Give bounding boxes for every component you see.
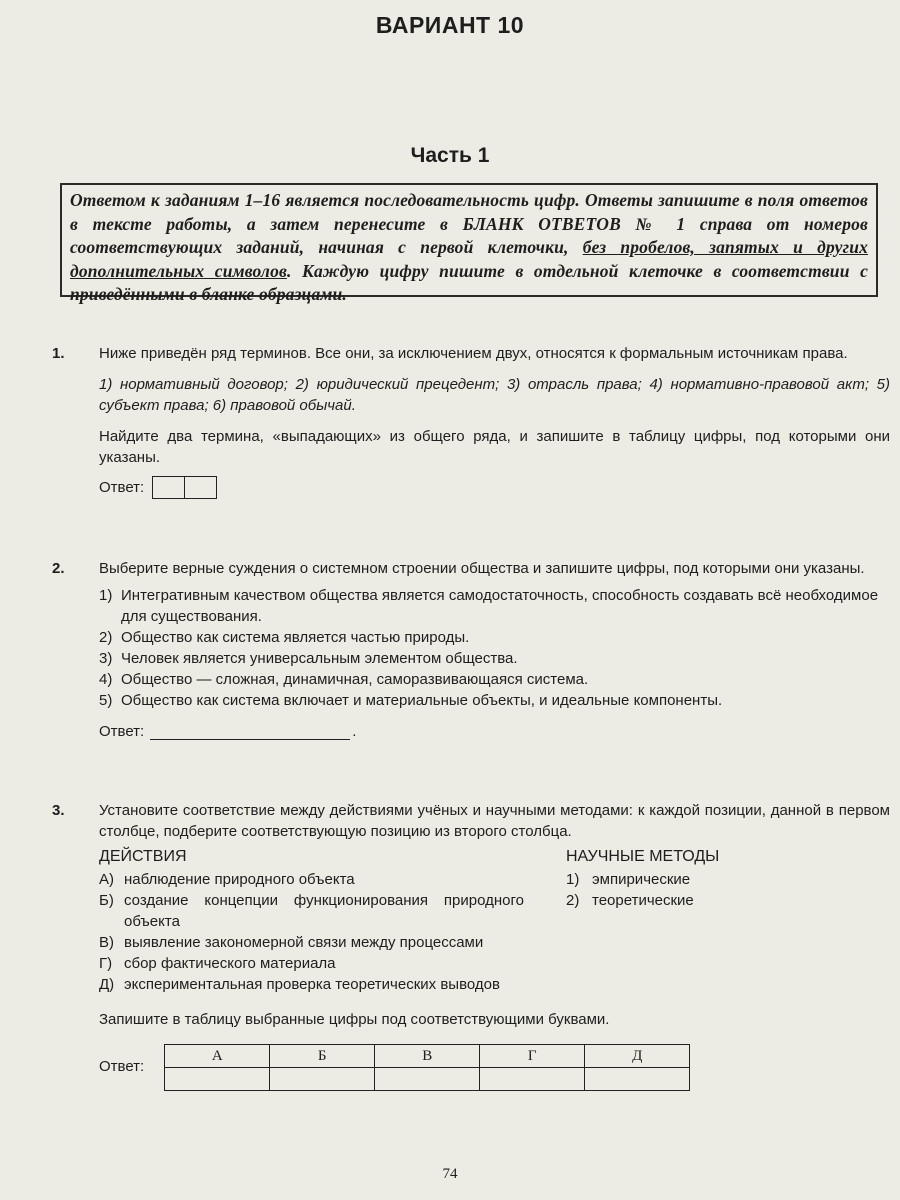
answer-cell[interactable]	[165, 1068, 270, 1091]
action-item: А) наблюдение природного объекта	[99, 871, 355, 888]
answer-cell[interactable]	[184, 477, 216, 498]
answer-row	[99, 721, 890, 742]
matching-columns	[99, 846, 890, 995]
action-item: Г) сбор фактического материала	[99, 955, 336, 972]
answer-cells	[152, 476, 217, 499]
part-title: Часть 1	[410, 144, 490, 167]
answer-cell[interactable]	[375, 1068, 480, 1091]
task-prompt: Найдите два термина, «выпадающих» из общего ряда, и запишите в таблицу цифры, под которыми они указаны.	[99, 428, 890, 466]
answer-label: Ответ:	[99, 479, 145, 496]
table-header-v: В	[375, 1045, 480, 1068]
method-item: 2) теоретические	[566, 892, 694, 909]
answer-cell[interactable]	[585, 1068, 690, 1091]
page-number: 74	[442, 1166, 458, 1182]
answer-line-field[interactable]	[150, 723, 350, 740]
action-item: Б) создание концепции функционирования природного объекта	[99, 892, 524, 930]
task-text: Выберите верные суждения о системном строении общества и запишите цифры, под которыми они указаны.	[99, 560, 865, 577]
answer-row	[99, 476, 890, 499]
answer-end: .	[352, 723, 357, 740]
answer-cell[interactable]	[480, 1068, 585, 1091]
task-text: Ниже приведён ряд терминов. Все они, за исключением двух, относятся к формальным источникам права.	[99, 345, 848, 362]
task-number: 2.	[52, 560, 65, 577]
method-item: 1) эмпирические	[566, 871, 691, 888]
variant-title: ВАРИАНТ 10	[375, 12, 525, 38]
option-item: 1) Интегративным качеством общества является самодостаточность, способность создавать всё необходимое для существования.	[99, 587, 879, 625]
task-prompt: Запишите в таблицу выбранные цифры под соответствующими буквами.	[99, 1011, 610, 1028]
answer-label: Ответ:	[99, 723, 145, 740]
answer-label: Ответ:	[99, 1058, 145, 1075]
answer-row	[52, 1044, 890, 1091]
task-text: Установите соответствие между действиями учёных и научными методами: к каждой позиции, данной в первом столбце, подберите соответствующую позицию из второго столбца.	[99, 802, 890, 840]
instructions-text-3: . Каждую цифру пишите в отдельной клеточке в соответствии с приведёнными в бланке образцами.	[70, 260, 868, 304]
option-item: 5) Общество как система включает и материальные объекты, и идеальные компоненты.	[99, 692, 723, 709]
methods-column	[566, 846, 719, 995]
instructions-text-1: Ответом к заданиям 1–16 является последовательность цифр. Ответы запишите в поля ответов в тексте работы, а затем перенесите в БЛАНК ОТВЕТОВ № 1 справа от номеров соответствующих заданий, начиная с первой клеточки,	[70, 190, 868, 257]
table-header-d: Д	[585, 1045, 690, 1068]
task-terms: 1) нормативный договор; 2) юридический прецедент; 3) отрасль права; 4) нормативно-правовой акт; 5) субъект права; 6) правовой обычай.	[99, 376, 890, 414]
task-number: 1.	[52, 345, 65, 362]
answer-table	[164, 1044, 690, 1091]
option-item: 2) Общество как система является частью природы.	[99, 629, 470, 646]
action-item: В) выявление закономерной связи между процессами	[99, 934, 484, 951]
instructions-box	[60, 183, 878, 304]
task-1	[52, 343, 890, 499]
task-2	[52, 558, 890, 742]
task-3	[52, 800, 890, 1091]
action-item: Д) экспериментальная проверка теоретических выводов	[99, 976, 500, 993]
option-item: 4) Общество — сложная, динамичная, саморазвивающаяся система.	[99, 671, 589, 688]
actions-column	[99, 846, 524, 995]
table-header-b: Б	[270, 1045, 375, 1068]
table-header-g: Г	[480, 1045, 585, 1068]
actions-heading: ДЕЙСТВИЯ	[99, 848, 187, 865]
option-item: 3) Человек является универсальным элементом общества.	[99, 650, 518, 667]
answer-cell[interactable]	[153, 477, 184, 498]
answer-cell[interactable]	[270, 1068, 375, 1091]
methods-heading: НАУЧНЫЕ МЕТОДЫ	[566, 848, 720, 865]
task-number: 3.	[52, 802, 65, 819]
table-header-a: А	[165, 1045, 270, 1068]
instructions-text-underlined: без пробелов, запятых и других дополнительных символов	[70, 237, 868, 281]
